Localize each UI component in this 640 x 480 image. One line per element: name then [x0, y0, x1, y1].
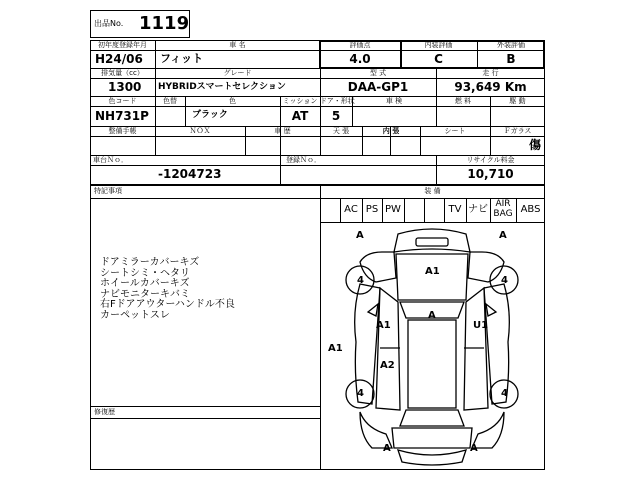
label-grade: グレード: [223, 69, 252, 77]
equip-airbag: AIR BAG: [493, 199, 513, 219]
chassis-no-value: -1204723: [158, 167, 222, 181]
doors-value: 5: [331, 109, 341, 123]
transmission-value: AT: [291, 109, 309, 123]
label-nox: ＮＯＸ: [189, 127, 211, 135]
label-fuel: 燃 料: [454, 97, 472, 105]
label-chassis-no: 車台Ｎｏ．: [93, 156, 128, 164]
car-name-value: フィット: [160, 52, 204, 65]
equip-navi: ナビ: [468, 204, 488, 215]
label-special-notes: 特記事項: [94, 187, 122, 195]
special-notes-list: [100, 258, 235, 321]
lot-label: 出品No.: [94, 19, 124, 28]
label-transmission: ミッション: [282, 97, 318, 105]
label-score: 評価点: [349, 41, 371, 49]
color-code-value: NH731P: [95, 109, 149, 123]
displacement-value: 1300: [108, 80, 142, 94]
label-equipment: 装 備: [424, 187, 441, 195]
note-item: 右Fドアアウターハンドル不良: [100, 299, 235, 310]
equip-pw: PW: [385, 204, 401, 215]
label-first-reg: 初年度登録年月: [98, 41, 147, 49]
tire-rear-left: 4: [357, 388, 364, 399]
damage-front-right: A: [499, 230, 507, 241]
tire-front-left: 4: [357, 275, 364, 286]
equip-ps: PS: [365, 204, 379, 215]
label-glass: Ｆガラス: [503, 127, 532, 135]
interior-value: C: [434, 52, 443, 66]
label-interior: 内装評価: [424, 41, 453, 49]
exterior-value: B: [506, 52, 516, 66]
equip-ac: AC: [344, 204, 358, 215]
interior-cover-value: 有: [400, 139, 410, 149]
damage-left-side: A1: [328, 343, 343, 354]
label-color: 色: [229, 97, 236, 105]
glass-value: 傷: [528, 138, 541, 152]
label-mileage: 走 行: [482, 69, 499, 77]
damage-right-door: U1: [473, 320, 489, 331]
damage-front-left: A: [356, 230, 364, 241]
car-damage-diagram: [320, 222, 545, 470]
label-model: 型 式: [369, 69, 387, 77]
label-interior-cover: 内 張: [382, 127, 400, 135]
damage-rear-left: A: [383, 443, 391, 454]
label-maintenance: 整備手帳: [108, 127, 137, 135]
label-sunroof: 天 張: [332, 127, 350, 135]
mileage-value: 93,649 Km: [454, 80, 527, 94]
label-displacement: 排気量（cc）: [101, 69, 144, 77]
note-item: カーペットスレ: [100, 309, 170, 321]
label-recycle-fee: リサイクル料金: [466, 156, 515, 164]
color-value: ブラック: [192, 110, 228, 120]
damage-roof-center: A: [428, 310, 436, 321]
grade-value: HYBRIDスマートセレクション: [158, 82, 286, 92]
damage-left-front-door: A1: [376, 320, 391, 331]
model-value: DAA-GP1: [347, 80, 409, 94]
label-inspection: 車 検: [385, 97, 403, 105]
score-value: 4.0: [349, 52, 371, 66]
note-item: ホイールカバーキズ: [100, 278, 190, 289]
equip-tv: TV: [448, 204, 462, 215]
note-item: ナビモニターキバミ: [100, 288, 190, 300]
tire-front-right: 4: [501, 275, 508, 286]
label-car-name: 車 名: [229, 41, 246, 49]
evaluation-frame: [319, 40, 545, 69]
note-item: シートシミ・ヘタリ: [100, 267, 190, 279]
lot-number: 1119: [139, 13, 190, 34]
damage-hood: A1: [425, 266, 440, 277]
label-color-change: 色替: [163, 97, 177, 105]
tire-rear-right: 4: [501, 388, 508, 399]
damage-rear-right: A: [470, 443, 478, 454]
label-history: 車 歴: [274, 127, 291, 135]
label-exterior: 外装評価: [497, 41, 525, 49]
equip-abs: ABS: [520, 204, 541, 215]
recycle-fee-value: 10,710: [467, 167, 514, 181]
label-reg-no: 登録Ｎｏ．: [286, 156, 321, 164]
label-seat: シート: [444, 127, 466, 135]
label-color-code: 色コード: [108, 97, 137, 105]
label-doors: ドア・形状: [320, 97, 355, 105]
label-repair-history: 修復歴: [94, 408, 115, 416]
note-item: ドアミラーカバーキズ: [100, 257, 200, 268]
lot-number-box: [90, 10, 190, 38]
first-reg-value: H24/06: [95, 52, 143, 66]
label-drive: 駆 動: [509, 97, 526, 105]
damage-left-rear-door: A2: [380, 360, 395, 371]
